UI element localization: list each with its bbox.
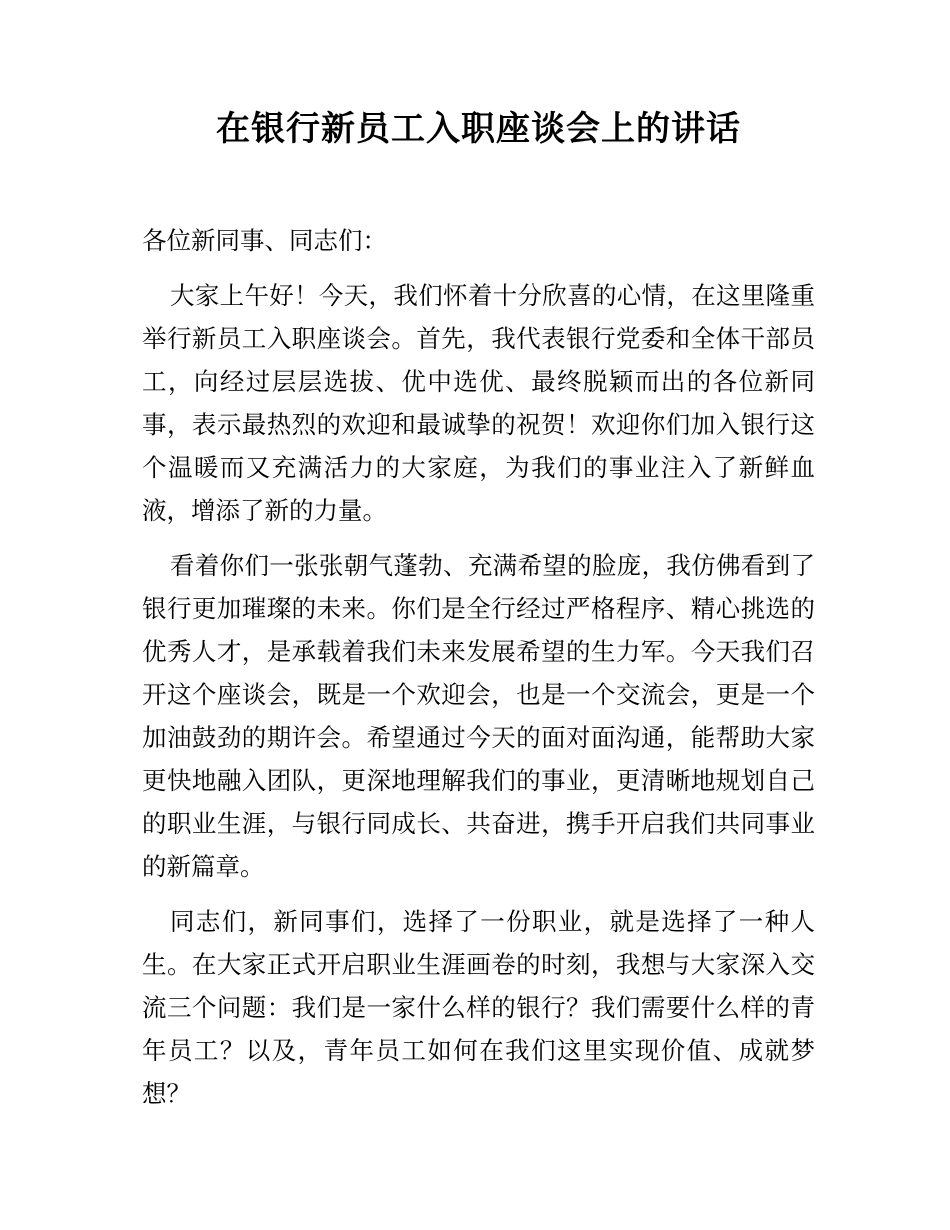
- paragraph-greeting-welcome: 大家上午好！今天，我们怀着十分欣喜的心情，在这里隆重举行新员工入职座谈会。首先，我代表银行党委和全体干部员工，向经过层层选拔、优中选优、最终脱颖而出的各位新同事，表示最热烈的欢迎和最诚挚的祝贺！欢迎你们加入银行这个温暖而又充满活力的大家庭，为我们的事业注入了新鲜血液，增添了新的力量。: [142, 283, 815, 525]
- paragraph-three-questions: 同志们，新同事们，选择了一份职业，就是选择了一种人生。在大家正式开启职业生涯画卷的时刻，我想与大家深入交流三个问题：我们是一家什么样的银行？我们需要什么样的青年员工？以及，青年员工如何在我们这里实现价值、成就梦想？: [142, 909, 815, 1108]
- salutation-line: 各位新同事、同志们：: [142, 228, 387, 255]
- document-title: 在银行新员工入职座谈会上的讲话: [216, 111, 741, 148]
- paragraph-meeting-purpose: 看着你们一张张朝气蓬勃、充满希望的脸庞，我仿佛看到了银行更加璀璨的未来。你们是全行经过严格程序、精心挑选的优秀人才，是承载着我们未来发展希望的生力军。今天我们召开这个座谈会，既是一个欢迎会，也是一个交流会，更是一个加油鼓劲的期许会。希望通过今天的面对面沟通，能帮助大家更快地融入团队，更深地理解我们的事业，更清晰地规划自己的职业生涯，与银行同成长、共奋进，携手开启我们共同事业的新篇章。: [142, 553, 815, 881]
- document-content: [142, 0, 815, 1116]
